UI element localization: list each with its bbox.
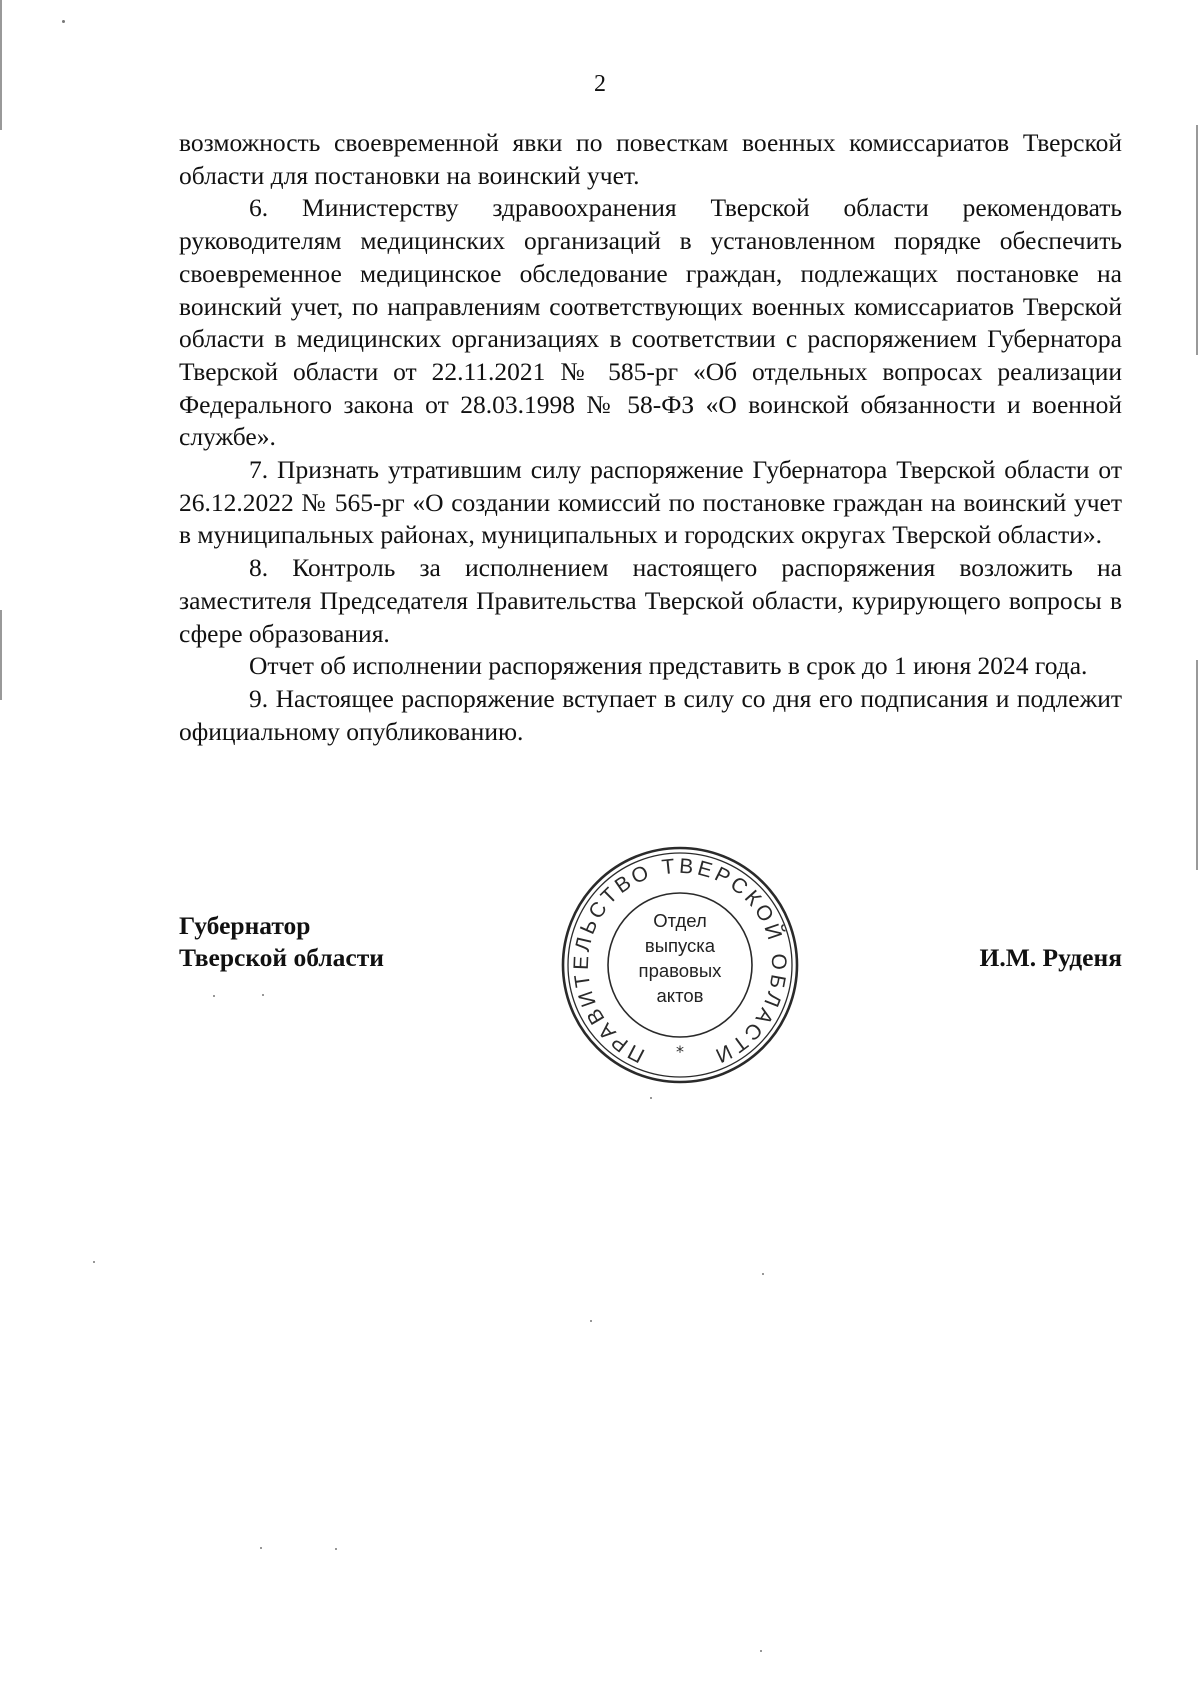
seal-center-line1: Отдел — [653, 910, 707, 931]
scan-edge-mark-left — [0, 0, 2, 130]
seal-center-text — [610, 908, 750, 1008]
paragraph-continuation: возможность своевременной явки по повесткам военных комиссариатов Тверской области для постановки на воинский учет. — [179, 128, 1122, 190]
scan-speck — [650, 1097, 652, 1099]
signatory-position-line2: Тверской области — [179, 943, 384, 972]
document-body — [179, 127, 1122, 748]
scan-speck — [213, 995, 215, 997]
page-number: 2 — [594, 71, 606, 97]
seal-center-line4: актов — [656, 985, 704, 1006]
signatory-position-line1: Губернатор — [179, 911, 311, 940]
paragraph-report: Отчет об исполнении распоряжения представить в срок до 1 июня 2024 года. — [249, 651, 1088, 681]
signatory-position — [179, 910, 384, 974]
paragraph-item-7: 7. Признать утратившим силу распоряжение Губернатора Тверской области от 26.12.2022 № 565-рг «О создании комиссий по постановке граждан на воинский учет в муниципальных районах, муниципальных и городских округах Тверской области». — [179, 455, 1122, 550]
paragraph-item-9: 9. Настоящее распоряжение вступает в силу со дня его подписания и подлежит официальному опубликованию. — [179, 683, 1122, 746]
signatory-name: И.М. Руденя — [979, 943, 1122, 972]
scan-speck — [262, 994, 264, 996]
scan-edge-mark-left-2 — [0, 610, 2, 700]
seal-ring-textpath: ПРАВИТЕЛЬСТВО ТВЕРСКОЙ ОБЛАСТИ — [569, 854, 791, 1069]
scan-edge-mark-right-2 — [1196, 660, 1198, 870]
paragraph-item-6: 6. Министерству здравоохранения Тверской области рекомендовать руководителям медицинских организаций в установленном порядке обеспечить своевременное медицинское обследование граждан, подлежащих постановке на воинский учет, по направлениям соответствующих военных комиссариатов Тверской области в медицинских организациях в соответствии с распоряжением Губернатора Тверской области от 22.11.2021 № 585-рг «Об отдельных вопросах реализации Федерального закона от 28.03.1998 № 58-ФЗ «О воинской обязанности и военной службе». — [179, 193, 1122, 452]
scan-speck — [93, 1261, 95, 1263]
official-seal — [560, 845, 800, 1085]
scan-speck — [260, 1547, 262, 1549]
paragraph-item-8: 8. Контроль за исполнением настоящего распоряжения возложить на заместителя Председателя Правительства Тверской области, курирующего вопросы в сфере образования. — [179, 553, 1122, 648]
scan-speck — [62, 20, 65, 23]
scan-speck — [335, 1548, 337, 1550]
scan-speck — [760, 1650, 762, 1652]
scan-speck — [590, 1320, 592, 1322]
seal-center-line3: правовых — [638, 960, 722, 981]
scan-speck — [762, 1273, 764, 1275]
scan-edge-mark-right — [1196, 125, 1198, 355]
seal-center-line2: выпуска — [644, 935, 716, 956]
seal-star: * — [676, 1042, 684, 1061]
